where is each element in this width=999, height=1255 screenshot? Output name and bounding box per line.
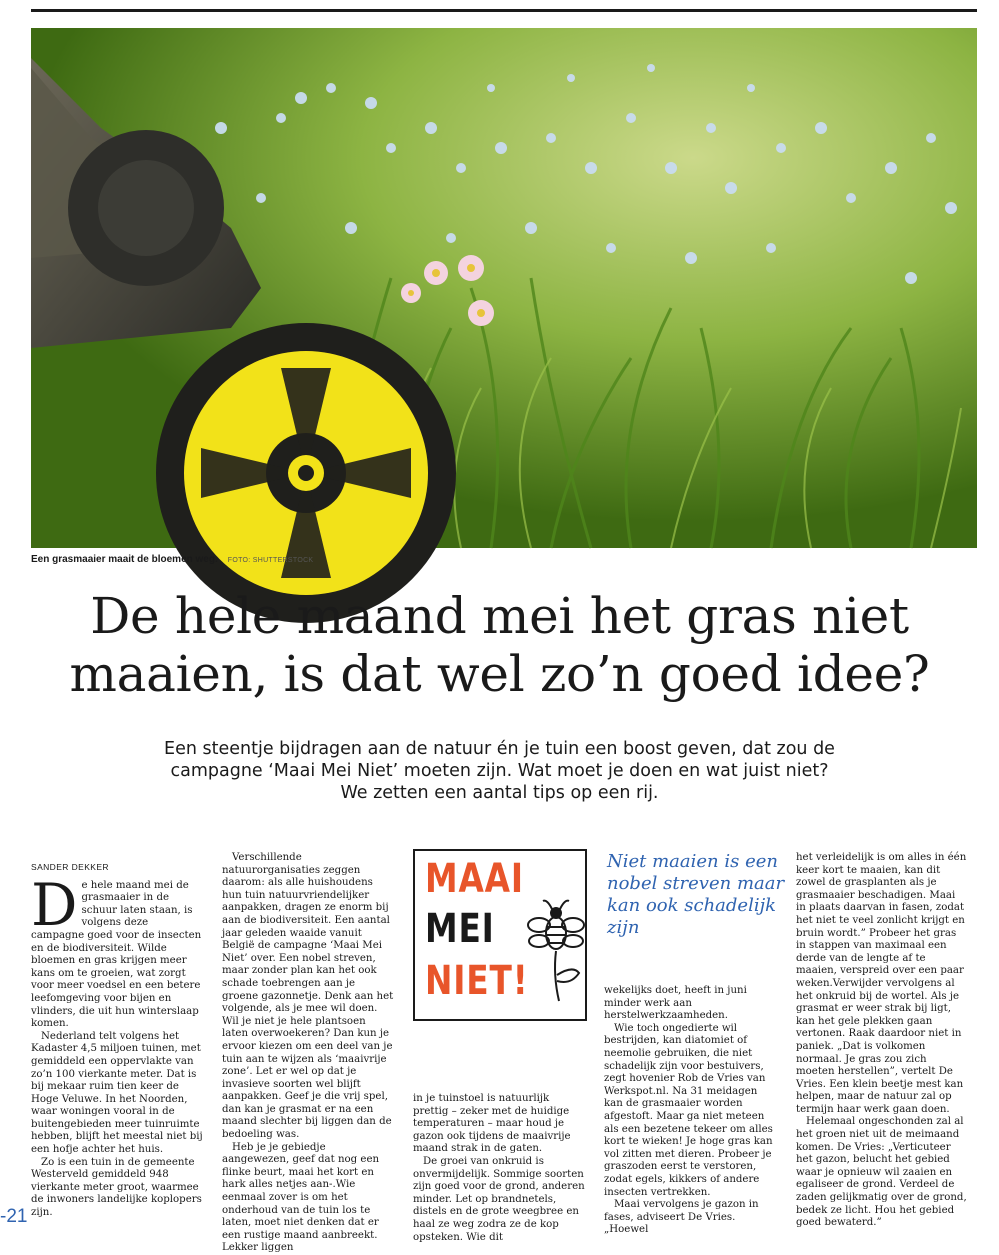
lawnmower-illustration	[31, 28, 977, 548]
article-column-2	[222, 852, 394, 1254]
paragraph: Heb je je gebiedje aangewezen, geef dat nog een flinke beurt, maai het kort en hark alles netjes aan-.Wie eenmaal zover is om het onderhoud van de tuin los te laten, moet niet denken dat er een rustige maand aanbreekt. Lekker liggen	[222, 1141, 380, 1254]
article-column-5	[796, 852, 968, 1229]
article-column-3	[413, 1093, 585, 1243]
logo-word-niet: NIET!	[425, 958, 529, 1004]
top-rule	[31, 9, 977, 12]
dropcap: D	[31, 870, 78, 939]
pull-quote: Niet maaien is een nobel streven maar kan ook schadelijk zijn	[607, 851, 785, 938]
photo-caption	[31, 554, 313, 565]
paragraph: wekelijks doet, heeft in juni minder werk aan herstelwerkzaamheden.	[604, 985, 747, 1022]
logo-word-mei: MEI	[425, 906, 495, 952]
paragraph: Maai vervolgens je gazon in fases, adviseert De Vries. „Hoewel	[604, 1199, 759, 1236]
byline: SANDER DEKKER	[31, 862, 109, 872]
paragraph	[31, 870, 203, 1031]
headline-line-2: maaien, is dat wel zo’n goed idee?	[69, 645, 930, 703]
paragraph: De groei van onkruid is onvermijdelijk. Sommige soorten zijn goed voor de grond, anderen minder. Let op brandnetels, distels en de grote weegbree en haal ze weg zodra ze de kop opsteken. Wie dit	[413, 1155, 585, 1243]
intro-line-2: campagne ‘Maai Mei Niet’ moeten zijn. Wat moet je doen en wat juist niet?	[170, 761, 829, 781]
photo-credit: FOTO: SHUTTERSTOCK	[227, 557, 314, 564]
page-number: -21	[0, 1206, 28, 1227]
maai-mei-niet-logo	[413, 849, 587, 1021]
intro-line-1: Een steentje bijdragen aan de natuur én je tuin een boost geven, dat zou de	[164, 739, 835, 759]
article-column-1	[31, 861, 203, 1219]
paragraph: Wie toch ongedierte wil bestrijden, kan diatomiet of neemolie gebruiken, die niet schadelijk zijn voor bestuivers, zegt hovenier Rob de Vries van Werkspot.nl. Na 31 meidagen kan de grasmaaier worden afgestoft. Maar ga niet meteen als een bezetene tekeer om alles kort te wieken! Je hoge gras kan vol zitten met dieren. Probeer je graszoden eerst te verstoren, zodat egels, kikkers of andere insecten vertrekken.	[604, 1022, 773, 1198]
paragraph: Verschillende natuurorganisaties zeggen daarom: als alle huishoudens hun tuin natuurvriendelijker aanpakken, dragen ze enorm bij aan de biodiversiteit. Een aantal jaar geleden waaide vanuit België de campagne ‘Maai Mei Niet’ over. Een nobel streven, maar zonder plan kan het ook schade toebrengen aan je groene gazonnetje. Denk aan het volgende, als je mee wil doen. Wil je niet je hele plantsoen laten overwoekeren? Dan kun je ervoor kiezen om een deel van je tuin aan te wijzen als ‘maaivrije zone’. Let er wel op dat je invasieve soorten wel blijft aanpakken. Geef je die vrij spel, dan kan je grasmat er na een maand slechter bij liggen dan de bedoeling was.	[222, 852, 394, 1141]
intro-text	[110, 738, 889, 804]
headline	[20, 587, 979, 703]
paragraph: Nederland telt volgens het Kadaster 4,5 miljoen tuinen, met gemiddeld een oppervlakte van zo’n 100 vierkante meter. Dat is bij mekaar ruim tien keer de Hoge Veluwe. In het Noorden, waar woningen vooral in de buitengebieden meer tuinruimte hebben, blijft het meestal niet bij een hofje achter het huis.	[31, 1030, 203, 1156]
intro-line-3: We zetten een aantal tips op een rij.	[340, 783, 659, 803]
headline-line-1: De hele maand mei het gras niet	[90, 587, 909, 645]
article-photo	[31, 28, 977, 548]
caption-text: Een grasmaaier maait de bloemen weg.	[31, 554, 218, 565]
paragraph-text: e hele maand mei de grasmaaier in de schuur laten staan, is volgens deze campagne goed voor de insecten en de biodiversiteit. Wilde bloemen en gras krijgen meer kans om te groeien, wat zorgt voor meer voedsel en een betere leefomgeving voor bijen en vlinders, die uit hun winterslaap komen.	[31, 879, 202, 1030]
paragraph: Zo is een tuin in de gemeente Westerveld gemiddeld 948 vierkante meter groot, waarmee de inwoners landelijke koplopers zijn.	[31, 1156, 202, 1219]
paragraph: Helemaal ongeschonden zal al het groen niet uit de meimaand komen. De Vries: „Verticuteer het gazon, belucht het gebied waar je opnieuw wil zaaien en egaliseer de grond. Verdeel de zaden gelijkmatig over de grond, bedek ze licht. Hou het gebied goed bewaterd.”	[796, 1116, 967, 1229]
paragraph: het verleidelijk is om alles in één keer kort te maaien, kan dit zowel de grasplanten als je grasmaaier beschadigen. Maai in plaats daarvan in fasen, zodat het niet te veel zonlicht krijgt en bruin wordt.” Probeer het gras in stappen van maximaal een derde van de lengte af te maaien, verspreid over een paar weken.Verwijder vervolgens al het onkruid bij de wortel. Als je grasmat er weer strak bij ligt, kan het gele plekken gaan vertonen. Raak daardoor niet in paniek. „Dat is volkomen normaal. Je gras zou zich moeten herstellen”, vertelt De Vries. Een klein beetje mest kan helpen, maar de natuur zal op termijn haar werk gaan doen.	[796, 852, 967, 1115]
bee-flower-icon	[527, 895, 585, 1005]
article-column-4	[604, 985, 776, 1236]
paragraph: in je tuinstoel is natuurlijk prettig – zeker met de huidige temperaturen – maar houd je gazon ook tijdens de maaivrije maand strak in de gaten.	[413, 1093, 571, 1155]
logo-word-maai: MAAI	[425, 856, 524, 902]
